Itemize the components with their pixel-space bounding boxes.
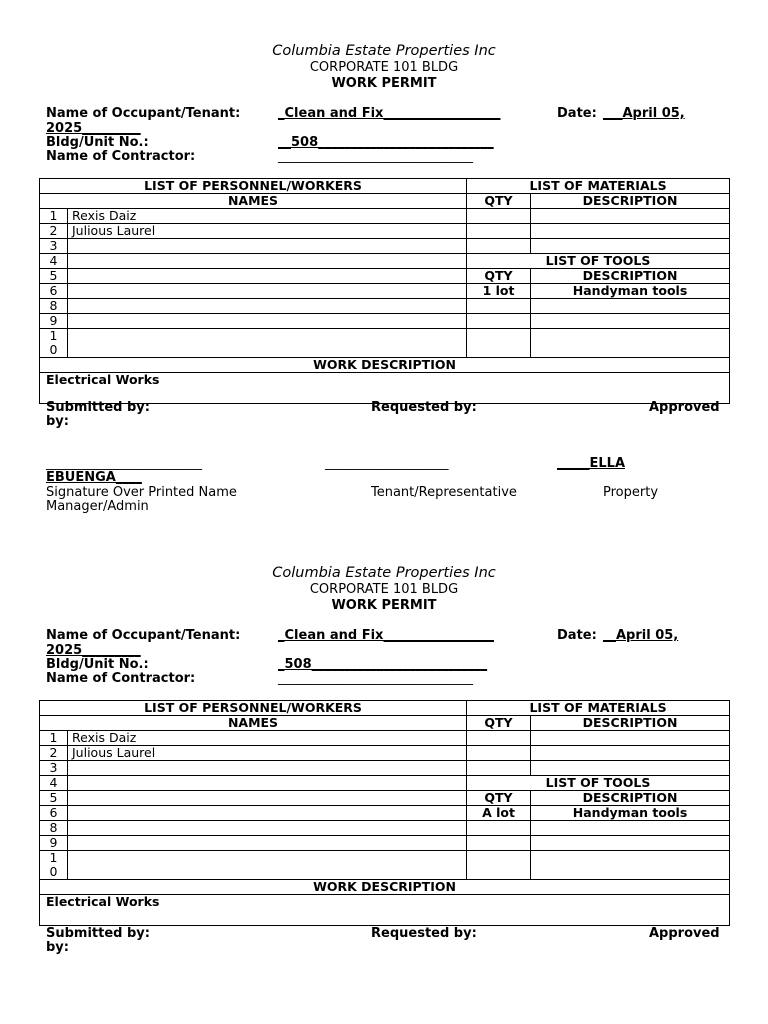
date-year: 2025_________ [46, 121, 141, 136]
worker-name: Julious Laurel [68, 746, 467, 761]
date-value: ___April 05, [603, 106, 685, 121]
worker-name: Rexis Daiz [68, 209, 467, 224]
worker-name [68, 821, 467, 836]
approver-surname: EBUENGA____ [46, 470, 142, 485]
tool-qty [467, 836, 531, 851]
row-number: 4 [40, 254, 68, 269]
table-row [40, 329, 730, 358]
tool-qty: 1 lot [467, 284, 531, 299]
table-row [40, 821, 730, 836]
table-row [40, 209, 730, 224]
materials-header: LIST OF MATERIALS [467, 179, 730, 194]
tools-qty-header: QTY [467, 791, 531, 806]
table-row [40, 269, 730, 284]
row-number: 4 [40, 776, 68, 791]
tool-description [531, 821, 730, 836]
personnel-header: LIST OF PERSONNEL/WORKERS [40, 701, 467, 716]
unit-label: Bldg/Unit No.: [46, 657, 149, 672]
tools-description-header: DESCRIPTION [531, 791, 730, 806]
material-qty [467, 224, 531, 239]
work-description: Electrical Works [40, 373, 730, 404]
description-header: DESCRIPTION [531, 194, 730, 209]
table-row [40, 299, 730, 314]
tools-header: LIST OF TOOLS [467, 776, 730, 791]
tool-description: Handyman tools [531, 284, 730, 299]
row-number: 1 0 [40, 329, 68, 358]
table-row [40, 851, 730, 880]
row-number: 2 [40, 746, 68, 761]
worker-name [68, 239, 467, 254]
row-number: 2 [40, 224, 68, 239]
worker-name [68, 314, 467, 329]
permit-title: WORK PERMIT [331, 76, 437, 91]
qty-header: QTY [467, 716, 531, 731]
by-label: by: [46, 414, 69, 429]
worker-name [68, 254, 467, 269]
table-row [40, 791, 730, 806]
material-description [531, 239, 730, 254]
tool-qty [467, 851, 531, 880]
worker-name [68, 269, 467, 284]
table-row [40, 806, 730, 821]
approver-name: _____ELLA [557, 456, 626, 471]
row-number: 9 [40, 836, 68, 851]
tool-description [531, 299, 730, 314]
table-row [40, 254, 730, 269]
row-number: 5 [40, 791, 68, 806]
contractor-label: Name of Contractor: [46, 671, 196, 686]
worker-name [68, 791, 467, 806]
date-label: Date: [557, 628, 597, 643]
occupant-label: Name of Occupant/Tenant: [46, 106, 241, 121]
unit-value: _508___________________________ [278, 657, 488, 672]
material-description [531, 761, 730, 776]
table-row [40, 836, 730, 851]
contractor-value: ______________________________ [278, 149, 473, 164]
tool-qty [467, 329, 531, 358]
tool-description [531, 836, 730, 851]
names-header: NAMES [40, 194, 467, 209]
tool-qty [467, 314, 531, 329]
row-number: 6 [40, 806, 68, 821]
worker-name [68, 836, 467, 851]
tool-qty: A lot [467, 806, 531, 821]
permit-title: WORK PERMIT [331, 598, 437, 613]
tool-description [531, 851, 730, 880]
unit-label: Bldg/Unit No.: [46, 135, 149, 150]
material-qty [467, 731, 531, 746]
by-label: by: [46, 940, 69, 955]
requested-by-label: Requested by: [371, 926, 477, 941]
contractor-label: Name of Contractor: [46, 149, 196, 164]
worker-name [68, 329, 467, 358]
occupant-value: _Clean and Fix__________________ [278, 106, 501, 121]
row-number: 1 [40, 209, 68, 224]
signature-caption: Signature Over Printed Name [46, 485, 237, 500]
table-row [40, 731, 730, 746]
table-row [40, 284, 730, 299]
date-year: 2025_________ [46, 643, 141, 658]
row-number: 8 [40, 821, 68, 836]
material-qty [467, 239, 531, 254]
worker-name: Rexis Daiz [68, 731, 467, 746]
row-number: 3 [40, 761, 68, 776]
property-caption: Property [603, 485, 659, 500]
permit-table [39, 178, 730, 404]
material-description [531, 746, 730, 761]
worker-name [68, 761, 467, 776]
worker-name [68, 806, 467, 821]
worker-name [68, 284, 467, 299]
tool-description [531, 314, 730, 329]
material-description [531, 209, 730, 224]
occupant-label: Name of Occupant/Tenant: [46, 628, 241, 643]
submitted-by-label: Submitted by: [46, 400, 150, 415]
occupant-value: _Clean and Fix_________________ [278, 628, 494, 643]
table-row [40, 224, 730, 239]
material-qty [467, 209, 531, 224]
table-row [40, 746, 730, 761]
approved-label: Approved [649, 400, 720, 415]
row-number: 5 [40, 269, 68, 284]
building-name: CORPORATE 101 BLDG [309, 60, 459, 75]
table-row [40, 776, 730, 791]
worker-name [68, 851, 467, 880]
requested-by-label: Requested by: [371, 400, 477, 415]
signature-line-requested: ___________________ [325, 456, 449, 471]
tools-description-header: DESCRIPTION [531, 269, 730, 284]
materials-header: LIST OF MATERIALS [467, 701, 730, 716]
date-value: __April 05, [603, 628, 679, 643]
work-description-header: WORK DESCRIPTION [40, 358, 730, 373]
material-qty [467, 761, 531, 776]
row-number: 3 [40, 239, 68, 254]
tools-header: LIST OF TOOLS [467, 254, 730, 269]
company-name: Columbia Estate Properties Inc [272, 565, 496, 581]
table-row [40, 761, 730, 776]
row-number: 1 [40, 731, 68, 746]
submitted-by-label: Submitted by: [46, 926, 150, 941]
row-number: 1 0 [40, 851, 68, 880]
row-number: 9 [40, 314, 68, 329]
signature-line-submitted: ________________________ [46, 456, 202, 471]
approved-label: Approved [649, 926, 720, 941]
work-description: Electrical Works [40, 895, 730, 926]
company-name: Columbia Estate Properties Inc [272, 43, 496, 59]
permit-table [39, 700, 730, 926]
building-name: CORPORATE 101 BLDG [309, 582, 459, 597]
personnel-header: LIST OF PERSONNEL/WORKERS [40, 179, 467, 194]
worker-name [68, 299, 467, 314]
table-row [40, 314, 730, 329]
tool-description [531, 329, 730, 358]
qty-header: QTY [467, 194, 531, 209]
material-qty [467, 746, 531, 761]
tool-qty [467, 299, 531, 314]
row-number: 8 [40, 299, 68, 314]
unit-value: __508___________________________ [278, 135, 494, 150]
manager-caption: Manager/Admin [46, 499, 149, 514]
table-row [40, 239, 730, 254]
tenant-caption: Tenant/Representative [371, 485, 517, 500]
tools-qty-header: QTY [467, 269, 531, 284]
worker-name: Julious Laurel [68, 224, 467, 239]
contractor-value: ______________________________ [278, 671, 473, 686]
names-header: NAMES [40, 716, 467, 731]
material-description [531, 731, 730, 746]
work-description-header: WORK DESCRIPTION [40, 880, 730, 895]
tool-qty [467, 821, 531, 836]
row-number: 6 [40, 284, 68, 299]
description-header: DESCRIPTION [531, 716, 730, 731]
material-description [531, 224, 730, 239]
date-label: Date: [557, 106, 597, 121]
worker-name [68, 776, 467, 791]
tool-description: Handyman tools [531, 806, 730, 821]
